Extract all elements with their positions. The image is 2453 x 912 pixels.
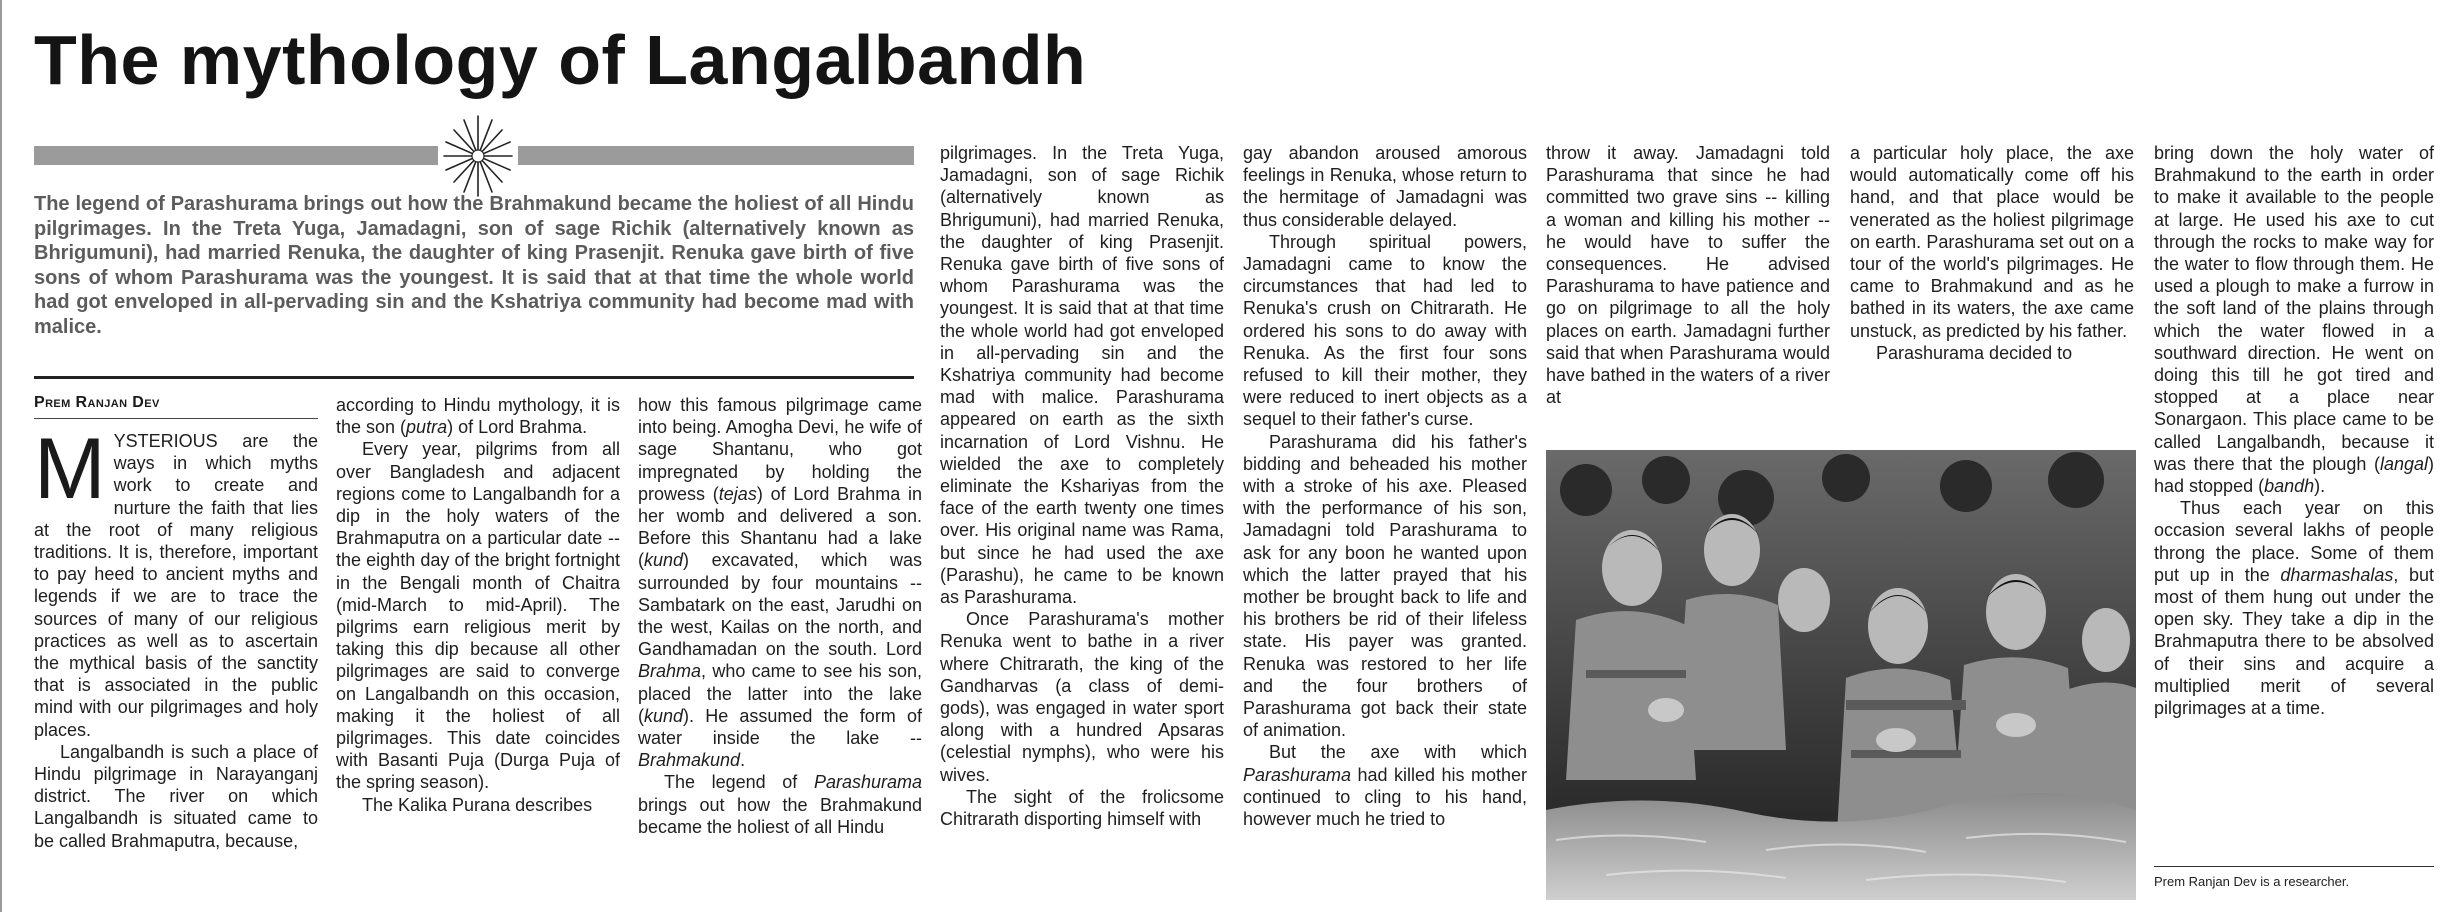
text-run: . [740, 750, 746, 771]
text-run: ). He assumed the form of water inside the lake -- [638, 705, 922, 749]
italic-term: putra [406, 417, 448, 438]
column-8 [2154, 142, 2434, 912]
deck-divider-rule [34, 376, 914, 379]
article-deck: The legend of Parashurama brings out how the Brahmakund became the holiest of all Hindu pilgrimages. In the Treta Yuga, Jamadagni, son of sage Richik (alternatively known as Bhrigumuni), had married Renuka, the daughter of king Prasenjit. Renuka gave birth of five sons of whom Parashurama was the youngest. It is said that at that time the whole world had got enveloped in all-pervading sin and the Kshatriya community had become mad with malice. [34, 193, 914, 338]
text-run: The legend of [664, 772, 814, 793]
italic-term: kund [644, 705, 684, 726]
text-run: ) of Lord Brahma. [447, 417, 588, 438]
photo-illustration [1546, 450, 2136, 900]
text-run: But the axe with which [1269, 742, 1527, 763]
paragraph: Through spiritual powers, Jamadagni came to know the circumstances that had led to Renuka's crush on Chitrarath. He ordered his sons to do away with Renuka. As the first four sons refused to kill their mother, they were reduced to inert objects as a sequel to their father's curse. [1243, 231, 1527, 430]
text-run: had killed his mother continued to cling to his hand, however much he tried to [1243, 764, 1527, 830]
italic-term: kund [644, 550, 684, 571]
author-footnote: Prem Ranjan Dev is a researcher. [2154, 874, 2350, 889]
paragraph: a particular holy place, the axe would automatically come off his hand, and that place would be venerated as the holiest pilgrimage on earth. Parashurama set out on a tour of the world's pilgrimages. He came to Brahmakund and as he bathed in its waters, the axe came unstuck, as predicted by his father. [1850, 143, 2134, 341]
column-5 [1243, 142, 1527, 912]
paragraph [2154, 142, 2434, 497]
text-run: ) had stopped ( [2154, 453, 2434, 497]
paragraph: Every year, pilgrims from all over Bangladesh and adjacent regions come to Langalbandh for a dip in the holy waters of the Brahmaputra on a particular date -- the eighth day of the bright fortnight in the Bengali month of Chaitra (mid-March to mid-April). The pilgrims earn religious merit by taking this dip because all other pilgrimages are said to converge on Langalbandh on this occasion, making it the holiest of all pilgrimages. This date coincides with Basanti Puja (Durga Puja of the spring season). [336, 439, 620, 793]
paragraph: The Kalika Purana describes [362, 794, 593, 815]
starburst-icon [438, 112, 518, 200]
text-run: according to Hindu mythology, it is the son ( [336, 395, 620, 438]
italic-term: bandh [2264, 476, 2315, 497]
column-1 [34, 430, 318, 912]
italic-term: Parashurama [1243, 764, 1352, 785]
paragraph: Once Parashurama's mother Renuka went to bathe in a river where Chitrarath, the king of the Gandharvas (a class of demi-gods), was engaged in water sport along with a hundred Apsaras (celestial nymphs), who were his wives. [940, 609, 1224, 785]
italic-term: Parashurama [813, 772, 922, 793]
text-run: Thus each year on this occasion several lakhs of people throng the place. Some of them put up in the [2154, 498, 2434, 585]
drop-cap: M [34, 430, 106, 517]
column-7 [1850, 142, 2134, 442]
text-run: ) excavated, which was surrounded by four mountains -- Sambatark on the east, Jarudhi on the west, Kailas on the north, and Gandhamadan on the south. Lord [638, 550, 922, 660]
paragraph [638, 394, 922, 771]
text-run: ). [2314, 476, 2326, 497]
paragraph [638, 771, 922, 838]
paragraph: gay abandon aroused amorous feelings in Renuka, whose return to the hermitage of Jamadagni was thus considerable delayed. [1243, 143, 1527, 230]
paragraph-opening [34, 430, 318, 741]
byline-rule [34, 418, 318, 419]
italic-term: Brahma [638, 661, 702, 682]
text-run: brings out how the Brahmakund became the holiest of all Hindu [638, 794, 922, 837]
article-byline: Prem Ranjan Dev [34, 394, 160, 411]
page-edge-line [0, 0, 2, 912]
paragraph [1243, 741, 1527, 830]
paragraph: Langalbandh is such a place of Hindu pilgrimage in Narayanganj district. The river on which Langalbandh is situated came to be called Brahmaputra, because, [34, 741, 318, 851]
italic-term: tejas [718, 483, 757, 504]
pilgrims-bathing-photo [1546, 450, 2136, 900]
paragraph: The sight of the frolicsome Chitrarath disporting himself with [940, 786, 1224, 830]
text-run: , but most of them hung out under the open sky. They take a dip in the Brahmaputra there to be absolved of their sins and acquire a multiplied merit of several pilgrimages at a time. [2154, 564, 2434, 719]
article-headline: The mythology of Langalbandh [34, 21, 1087, 99]
column-2 [336, 394, 620, 912]
column-6 [1546, 142, 1830, 442]
paragraph-text: YSTERIOUS are the ways in which myths work to create and nurture the faith that lies at the root of many religious traditions. It is, therefore, important to pay heed to ancient myths and legends if we are to trace the sources of many of our religious practices as well as to ascertain the mythical basis of the sanctity that is associated in the public mind with our pilgrimages and holy places. [34, 431, 318, 740]
italic-term: langal [2379, 453, 2428, 474]
text-run: bring down the holy water of Brahmakund to the earth in order to make it available to the people at large. He used his axe to cut through the rocks to make way for the water to flow through them. He used a plough to make a furrow in the soft land of the plains through which the water flowed in a southward direction. He went on doing this till he got tired and stopped at a place near Sonargaon. This place came to be called Langalbandh, because it was there that the plough ( [2154, 143, 2434, 474]
column-4 [940, 142, 1224, 912]
text-run: how this famous pilgrimage came into being. Amogha Devi, he wife of sage Shantanu, who got impregnated by holding the prowess ( [638, 395, 922, 504]
footnote-rule [2154, 866, 2434, 867]
paragraph: Parashurama decided to [1876, 342, 2073, 363]
column-3 [638, 394, 922, 912]
text-run: , who came to see his son, placed the latter into the lake ( [638, 661, 922, 726]
paragraph: Parashurama did his father's bidding and beheaded his mother with a stroke of his axe. Pleased with the performance of his son, Jamadagni told Parashurama to ask for any boon he wanted upon which the latter prayed that his mother be brought back to life and his brothers be rid of their lifeless state. His payer was granted. Renuka was restored to her life and the four brothers of Parashurama got back their state of animation. [1243, 431, 1527, 741]
italic-term: Brahmakund [638, 750, 741, 771]
paragraph [336, 394, 620, 438]
text-run: ) of Lord Brahma in her womb and delivered a son. Before this Shantanu had a lake ( [638, 483, 922, 571]
paragraph: pilgrimages. In the Treta Yuga, Jamadagni, son of sage Richik (alternatively known as Bhrigumuni), had married Renuka, the daughter of king Prasenjit. Renuka gave birth of five sons of whom Parashurama was the youngest. It is said that at that time the whole world had got enveloped in all-pervading sin and the Kshatriya community had become mad with malice. Parashurama appeared on earth as the sixth incarnation of Lord Vishnu. He wielded the axe to completely eliminate the Kshariyas from the face of the earth twenty one times over. His original name was Rama, but since he had used the axe (Parashu), he came to be known as Parashurama. [940, 143, 1224, 608]
paragraph: throw it away. Jamadagni told Parashurama that since he had committed two grave sins -- killing a woman and killing his mother -- he would have to suffer the consequences. He advised Parashurama to have patience and go on pilgrimage to all the holy places on earth. Jamadagni further said that when Parashurama would have bathed in the waters of a river at [1546, 143, 1830, 408]
italic-term: dharmashalas [2280, 564, 2394, 585]
paragraph [2154, 497, 2434, 719]
